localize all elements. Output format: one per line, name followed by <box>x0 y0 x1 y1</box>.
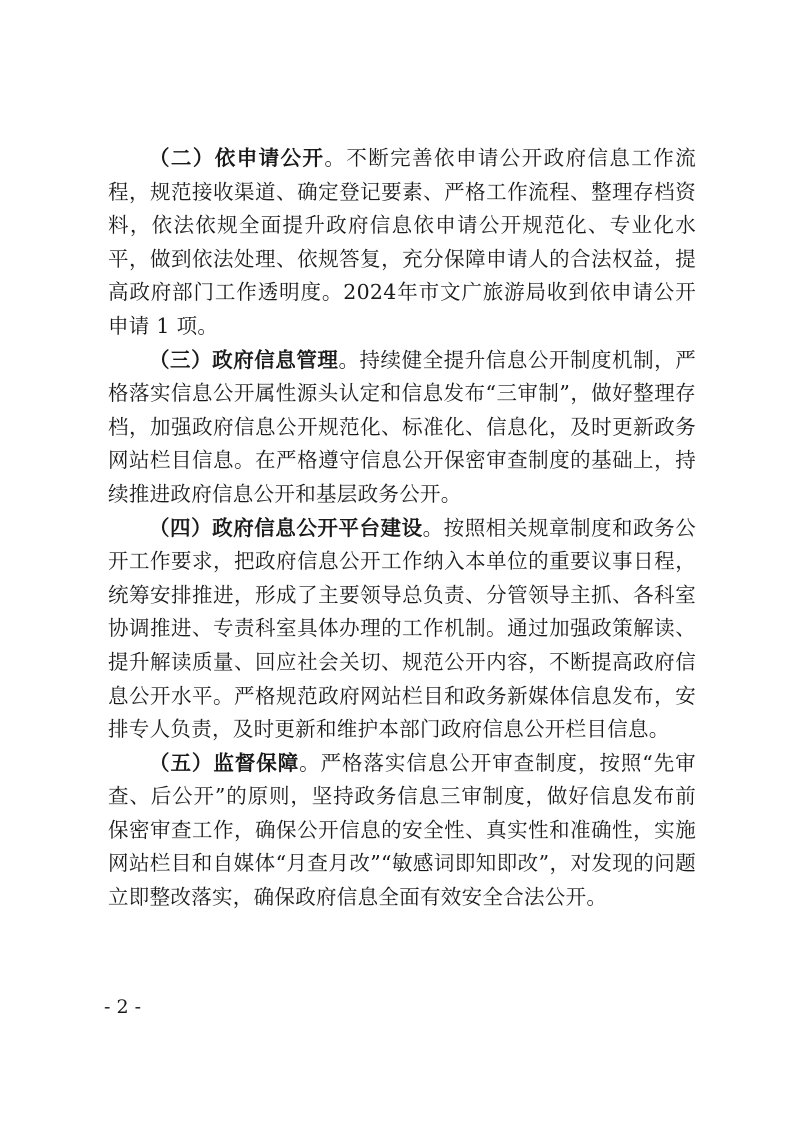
paragraph-heading: （二）依申请公开 <box>149 146 325 170</box>
paragraph-text: 。按照相关规章制度和政务公开工作要求，把政府信息公开工作纳入本单位的重要议事日程，统筹安排推进，形成了主要领导总负责、分管领导主抓、各科室协调推进、专责科室具体办理的工作机制。通过加强政策解读、提升解读质量、回应社会关切、规范公开内容，不断提高政府信息公开水平。严格规范政府网站栏目和政务新媒体信息发布，安排专人负责，及时更新和维护本部门政府信息公开栏目信息。 <box>108 515 696 742</box>
paragraph-text: 。持续健全提升信息公开制度机制，严格落实信息公开属性源头认定和信息发布“三审制”，做好整理存档，加强政府信息公开规范化、标准化、信息化，及时更新政务网站栏目信息。在严格遵守信息公开保密审查制度的基础上，持续推进政府信息公开和基层政务公开。 <box>108 347 696 506</box>
paragraph-heading: （五）监督保障 <box>149 750 300 775</box>
paragraph-supervision <box>108 747 696 915</box>
paragraph-heading: （三）政府信息管理 <box>149 347 339 372</box>
paragraph-heading: （四）政府信息公开平台建设 <box>149 515 423 540</box>
document-body <box>108 142 696 915</box>
page-number: - 2 - <box>104 996 142 1018</box>
paragraph-platform-construction <box>108 512 696 747</box>
paragraph-text: 。严格落实信息公开审查制度，按照“先审查、后公开”的原则，坚持政务信息三审制度，做好信息发布前保密审查工作，确保公开信息的安全性、真实性和准确性，实施网站栏目和自媒体“月查月改”“敏感词即知即改”，对发现的问题立即整改落实，确保政府信息全面有效安全合法公开。 <box>108 750 696 910</box>
paragraph-application-disclosure <box>108 142 696 344</box>
paragraph-information-management <box>108 344 696 512</box>
paragraph-text: 。不断完善依申请公开政府信息工作流程，规范接收渠道、确定登记要素、严格工作流程、整理存档资料，依法依规全面提升政府信息依申请公开规范化、专业化水平，做到依法处理、依规答复，充分保障申请人的合法权益，提高政府部门工作透明度。2024年市文广旅游局收到依申请公开申请 1 项。 <box>108 146 696 338</box>
